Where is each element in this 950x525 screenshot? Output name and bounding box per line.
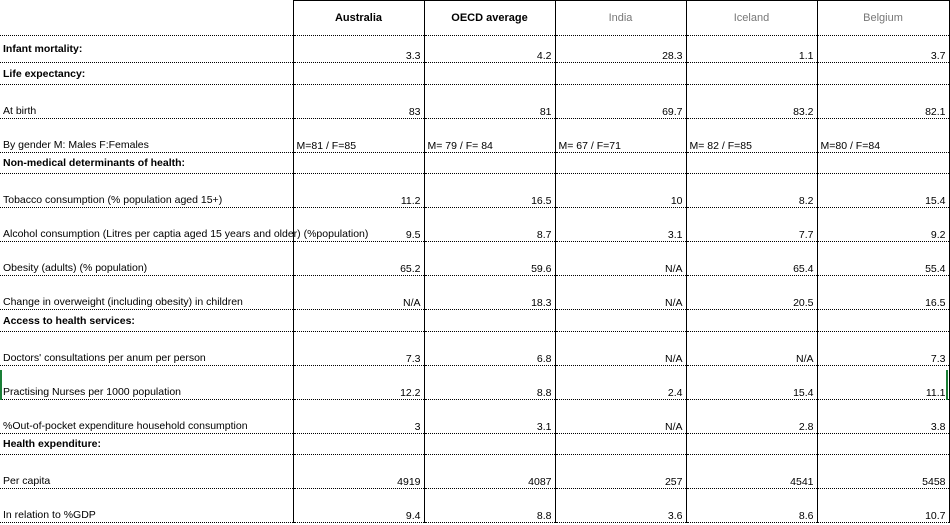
value-cell[interactable]: 28.3 xyxy=(555,36,686,63)
table-row xyxy=(0,489,949,523)
value-cell[interactable]: 11.1 xyxy=(817,366,949,400)
section-row xyxy=(0,63,949,85)
value-cell[interactable]: 8.7 xyxy=(424,208,555,242)
value-cell[interactable]: 7.3 xyxy=(817,332,949,366)
row-label: Obesity (adults) (% population) xyxy=(3,262,148,274)
row-label-cell[interactable] xyxy=(0,119,293,153)
value-cell[interactable]: 16.5 xyxy=(424,174,555,208)
value-cell[interactable]: 4919 xyxy=(293,455,424,489)
corner-cell[interactable] xyxy=(0,1,293,36)
row-label-cell[interactable] xyxy=(0,153,293,174)
value-cell[interactable]: N/A xyxy=(555,332,686,366)
row-label-cell[interactable] xyxy=(0,310,293,332)
row-label-cell[interactable] xyxy=(0,434,293,455)
empty-cell[interactable] xyxy=(293,434,424,455)
row-label: Change in overweight (including obesity) in children xyxy=(3,296,243,308)
table-row xyxy=(0,366,949,400)
row-label-cell[interactable] xyxy=(0,208,369,242)
empty-cell[interactable] xyxy=(817,153,949,174)
section-row xyxy=(0,36,949,63)
value-cell[interactable]: N/A xyxy=(555,400,686,434)
column-header[interactable]: Iceland xyxy=(686,1,817,36)
section-row xyxy=(0,434,949,455)
value-cell[interactable]: 83 xyxy=(293,85,424,119)
empty-cell[interactable] xyxy=(686,434,817,455)
value-cell[interactable]: 3.3 xyxy=(293,36,424,63)
empty-cell[interactable] xyxy=(424,434,555,455)
row-label-cell[interactable] xyxy=(0,332,293,366)
table-row xyxy=(0,85,949,119)
row-label-cell[interactable] xyxy=(0,366,293,400)
empty-cell[interactable] xyxy=(555,434,686,455)
value-cell[interactable]: M= 82 / F=85 xyxy=(686,119,817,153)
value-cell[interactable]: 7.3 xyxy=(293,332,424,366)
section-row xyxy=(0,153,949,174)
value-cell[interactable]: N/A xyxy=(555,242,686,276)
value-cell[interactable]: N/A xyxy=(555,276,686,310)
value-cell[interactable]: 65.4 xyxy=(686,242,817,276)
value-cell[interactable]: 20.5 xyxy=(686,276,817,310)
value-cell[interactable]: 69.7 xyxy=(555,85,686,119)
value-cell[interactable]: 55.4 xyxy=(817,242,949,276)
selection-marker-left xyxy=(0,370,2,400)
value-cell[interactable]: M=80 / F=84 xyxy=(817,119,949,153)
empty-cell[interactable] xyxy=(293,63,424,85)
header-row xyxy=(0,1,949,36)
row-label: In relation to %GDP xyxy=(3,509,96,521)
row-label-cell[interactable] xyxy=(0,455,293,489)
row-label-cell[interactable] xyxy=(0,174,293,208)
row-label-cell[interactable] xyxy=(0,85,293,119)
empty-cell[interactable] xyxy=(555,63,686,85)
value-cell[interactable]: M= 67 / F=71 xyxy=(555,119,686,153)
value-cell[interactable]: 8.8 xyxy=(424,366,555,400)
section-row xyxy=(0,310,949,332)
value-cell[interactable]: 3.6 xyxy=(555,489,686,523)
value-cell[interactable]: 4.2 xyxy=(424,36,555,63)
row-label: Life expectancy: xyxy=(3,67,86,80)
value-cell[interactable]: 82.1 xyxy=(817,85,949,119)
value-cell[interactable]: 2.4 xyxy=(555,366,686,400)
value-cell[interactable]: 81 xyxy=(424,85,555,119)
value-cell[interactable]: 65.2 xyxy=(293,242,424,276)
row-label: Per capita xyxy=(3,475,51,487)
selection-marker-right xyxy=(946,370,948,400)
value-cell[interactable]: 8.8 xyxy=(424,489,555,523)
column-header[interactable]: OECD average xyxy=(424,1,555,36)
table-row xyxy=(0,455,949,489)
row-label: By gender M: Males F:Females xyxy=(3,139,149,151)
table-row xyxy=(0,119,949,153)
row-label: Doctors' consultations per anum per person xyxy=(3,352,206,364)
empty-cell[interactable] xyxy=(817,63,949,85)
value-cell[interactable]: 12.2 xyxy=(293,366,424,400)
row-label-cell[interactable] xyxy=(0,63,293,85)
value-cell[interactable]: 9.5 xyxy=(293,208,424,242)
row-label: Access to health services: xyxy=(3,314,135,327)
value-cell[interactable]: 2.8 xyxy=(686,400,817,434)
value-cell[interactable]: 83.2 xyxy=(686,85,817,119)
row-label: Tobacco consumption (% population aged 15+) xyxy=(3,194,223,206)
empty-cell[interactable] xyxy=(293,310,424,332)
row-label: At birth xyxy=(3,105,37,117)
empty-cell[interactable] xyxy=(424,63,555,85)
table-row xyxy=(0,332,949,366)
empty-cell[interactable] xyxy=(293,153,424,174)
value-cell[interactable]: 9.2 xyxy=(817,208,949,242)
value-cell[interactable]: 15.4 xyxy=(686,366,817,400)
value-cell[interactable]: 6.8 xyxy=(424,332,555,366)
row-label: Practising Nurses per 1000 population xyxy=(3,386,182,398)
value-cell[interactable]: 16.5 xyxy=(817,276,949,310)
value-cell[interactable]: 3.1 xyxy=(555,208,686,242)
value-cell[interactable]: M=81 / F=85 xyxy=(293,119,424,153)
row-label: Health expenditure: xyxy=(3,438,102,450)
table-row xyxy=(0,174,949,208)
empty-cell[interactable] xyxy=(555,153,686,174)
value-cell[interactable]: 3.7 xyxy=(817,36,949,63)
value-cell[interactable]: M= 79 / F= 84 xyxy=(424,119,555,153)
empty-cell[interactable] xyxy=(817,434,949,455)
empty-cell[interactable] xyxy=(817,310,949,332)
row-label-cell[interactable] xyxy=(0,36,293,63)
empty-cell[interactable] xyxy=(686,63,817,85)
table-row xyxy=(0,208,949,242)
value-cell[interactable]: 3.1 xyxy=(424,400,555,434)
table-row xyxy=(0,400,949,434)
value-cell[interactable]: 257 xyxy=(555,455,686,489)
empty-cell[interactable] xyxy=(424,310,555,332)
value-cell[interactable]: 4541 xyxy=(686,455,817,489)
empty-cell[interactable] xyxy=(686,153,817,174)
row-label-cell[interactable] xyxy=(0,242,293,276)
value-cell[interactable]: 10.7 xyxy=(817,489,949,523)
value-cell[interactable]: 8.6 xyxy=(686,489,817,523)
value-cell[interactable]: 10 xyxy=(555,174,686,208)
row-label: Alcohol consumption (Litres per captia aged 15 years and older) (%population) xyxy=(3,228,369,240)
value-cell[interactable]: 18.3 xyxy=(424,276,555,310)
row-label-cell[interactable] xyxy=(0,400,293,434)
row-label-cell[interactable] xyxy=(0,489,293,523)
value-cell[interactable]: 5458 xyxy=(817,455,949,489)
value-cell[interactable]: N/A xyxy=(293,276,424,310)
row-label: %Out-of-pocket expenditure household consumption xyxy=(3,420,248,432)
value-cell[interactable]: 15.4 xyxy=(817,174,949,208)
value-cell[interactable]: 11.2 xyxy=(293,174,424,208)
table-row xyxy=(0,276,949,310)
row-label: Infant mortality: xyxy=(3,43,83,55)
value-cell[interactable]: 1.1 xyxy=(686,36,817,63)
value-cell[interactable]: N/A xyxy=(686,332,817,366)
value-cell[interactable]: 3 xyxy=(293,400,424,434)
empty-cell[interactable] xyxy=(555,310,686,332)
value-cell[interactable]: 7.7 xyxy=(686,208,817,242)
column-header[interactable]: India xyxy=(555,1,686,36)
value-cell[interactable]: 3.8 xyxy=(817,400,949,434)
empty-cell[interactable] xyxy=(686,310,817,332)
column-header[interactable]: Belgium xyxy=(817,1,949,36)
empty-cell[interactable] xyxy=(424,153,555,174)
row-label-cell[interactable] xyxy=(0,276,293,310)
value-cell[interactable]: 8.2 xyxy=(686,174,817,208)
row-label: Non-medical determinants of health: xyxy=(3,157,186,169)
value-cell[interactable]: 59.6 xyxy=(424,242,555,276)
column-header[interactable]: Australia xyxy=(293,1,424,36)
table-row xyxy=(0,242,949,276)
value-cell[interactable]: 4087 xyxy=(424,455,555,489)
value-cell[interactable]: 9.4 xyxy=(293,489,424,523)
